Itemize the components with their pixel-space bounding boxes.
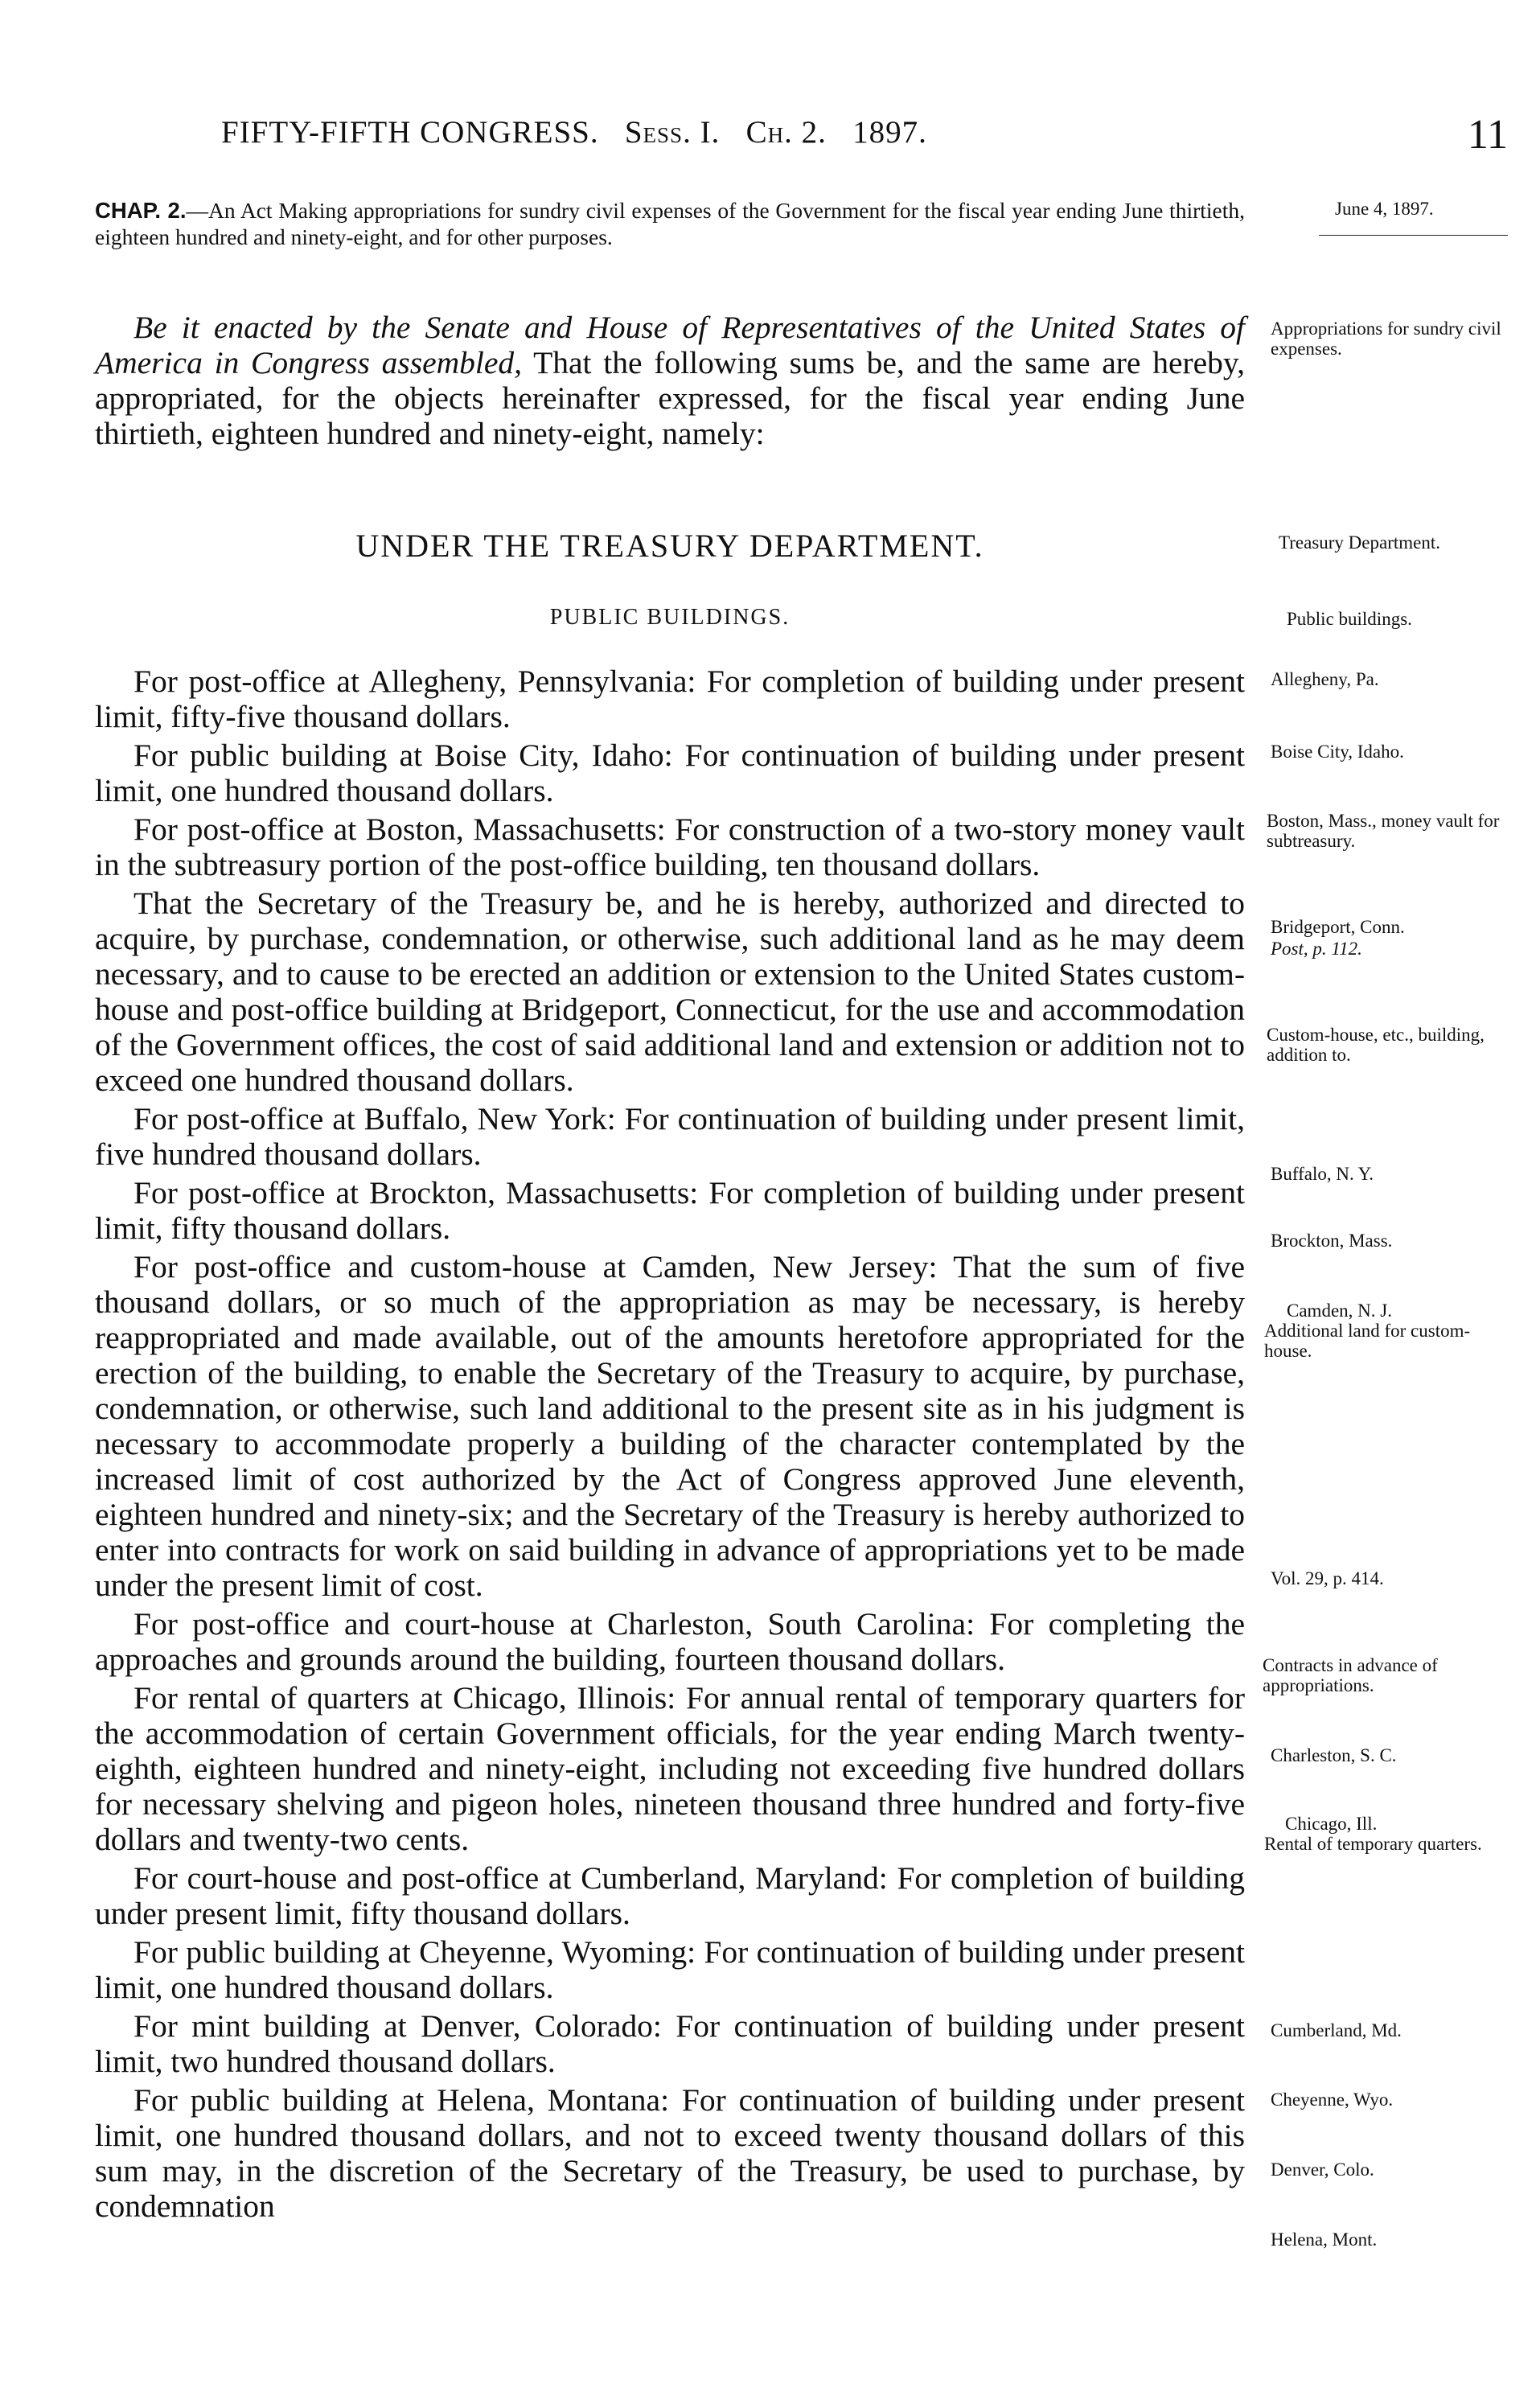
- header-session: Sess. I.: [624, 115, 721, 150]
- side-note-contracts: Contracts in advance of appropriations.: [1263, 1655, 1438, 1695]
- side-note-buffalo: Buffalo, N. Y.: [1271, 1164, 1374, 1184]
- paragraph-camden: For post-office and custom-house at Camden, New Jersey: That the sum of five thousand dollars, or so much of the appropriation as may be necessary, is hereby reappropriated and made available, out of the amounts heretofore appropriated for the erection of the building, to enable the Secretary of the Treasury to acquire, by purchase, condemnation, or otherwise, such land additional to the present site as in his judgment is necessary to accommodate properly a building of the character contemplated by the increased limit of cost authorized by the Act of Congress approved June eleventh, eighteen hundred and ninety-six; and the Secretary of the Treasury is hereby authorized to enter into contracts for work on said building in advance of appropriations yet to be made under the present limit of cost.: [95, 1249, 1245, 1603]
- page-number: 11: [1467, 112, 1508, 158]
- section-heading: PUBLIC BUILDINGS.: [549, 605, 791, 630]
- side-note-helena: Helena, Mont.: [1271, 2229, 1378, 2250]
- date-divider: [1319, 235, 1508, 236]
- paragraph-boise: For public building at Boise City, Idaho: For continuation of building under present limit, one hundred thousand dollars.: [95, 738, 1245, 808]
- side-note-vol: Vol. 29, p. 414.: [1271, 1568, 1384, 1588]
- chapter-heading: [95, 197, 1245, 250]
- chapter-label: CHAP. 2.: [95, 198, 187, 223]
- paragraph-helena: For public building at Helena, Montana: For continuation of building under present limit, one hundred thousand dollars, and not to exceed twenty thousand dollars of this sum may, in the discretion of the Secretary of the Treasury, be used to purchase, by condemnation: [95, 2082, 1245, 2224]
- header-year: 1897.: [852, 115, 927, 150]
- side-note-charleston: Charleston, S. C.: [1271, 1745, 1397, 1765]
- paragraph-allegheny: For post-office at Allegheny, Pennsylvania: For completion of building under present limit, fifty-five thousand dollars.: [95, 664, 1245, 734]
- appropriation-list: [95, 664, 1245, 2227]
- paragraph-brockton: For post-office at Brockton, Massachusetts: For completion of building under present limit, fifty thousand dollars.: [95, 1175, 1245, 1246]
- side-note-denver: Denver, Colo.: [1271, 2159, 1374, 2180]
- side-note-chicago: [1264, 1814, 1505, 1854]
- paragraph-denver: For mint building at Denver, Colorado: For continuation of building under present limit, two hundred thousand dollars.: [95, 2008, 1245, 2079]
- side-note-appropriations: Appropriations for sundry civil expenses.: [1271, 318, 1501, 359]
- paragraph-buffalo: For post-office at Buffalo, New York: For continuation of building under present limit, five hundred thousand dollars.: [95, 1101, 1245, 1172]
- side-note-date: June 4, 1897.: [1335, 199, 1434, 219]
- side-note-cumberland: Cumberland, Md.: [1271, 2020, 1402, 2040]
- running-header: [125, 114, 1508, 162]
- header-line: [221, 114, 927, 150]
- enacting-text: That the following sums be, and the same are hereby, appropriated, for the objects hereinafter expressed, for the fiscal year ending June thirtieth, eighteen hundred and ninety-eight, namely:: [95, 345, 1245, 451]
- chapter-title: —An Act Making appropriations for sundry civil expenses of the Government for the fiscal year ending June thirtieth, eighteen hundred and ninety-eight, and for other purposes.: [95, 198, 1245, 249]
- side-note-custom-house: Custom-house, etc., building, addition to.: [1267, 1025, 1485, 1065]
- enacting-italic: Be it enacted by the Senate and House of Representatives of the United States of America in Congress assembled,: [95, 310, 1245, 380]
- side-note-boston: Boston, Mass., money vault for subtreasury.: [1267, 811, 1500, 851]
- side-note-bridgeport-post: Post, p. 112.: [1271, 939, 1362, 959]
- side-note-brockton: Brockton, Mass.: [1271, 1231, 1393, 1251]
- side-note-boise: Boise City, Idaho.: [1271, 742, 1404, 762]
- side-note-cheyenne: Cheyenne, Wyo.: [1271, 2090, 1394, 2110]
- side-note-chicago-rental: Rental of temporary quarters.: [1264, 1834, 1482, 1854]
- paragraph-cheyenne: For public building at Cheyenne, Wyoming: For continuation of building under present limit, one hundred thousand dollars.: [95, 1934, 1245, 2005]
- paragraph-cumberland: For court-house and post-office at Cumberland, Maryland: For completion of building under present limit, fifty thousand dollars.: [95, 1860, 1245, 1931]
- side-note-treasury: Treasury Department.: [1279, 532, 1440, 553]
- paragraph-chicago: For rental of quarters at Chicago, Illinois: For annual rental of temporary quarters for the accommodation of certain Government officials, for the year ending March twenty-eighth, eighteen hundred and ninety-eight, including not exceeding five hundred dollars for necessary shelving and pigeon holes, nineteen thousand three hundred and forty-five dollars and twenty-two cents.: [95, 1680, 1245, 1857]
- side-note-bridgeport: Bridgeport, Conn.: [1271, 917, 1405, 937]
- side-note-camden-land: Additional land for custom-house.: [1264, 1321, 1471, 1361]
- side-note-chicago-city: Chicago, Ill.: [1285, 1814, 1378, 1834]
- enacting-clause: [95, 310, 1245, 451]
- paragraph-boston: For post-office at Boston, Massachusetts: For construction of a two-story money vault in the subtreasury portion of the post-office building, ten thousand dollars.: [95, 812, 1245, 882]
- header-title: FIFTY-FIFTH CONGRESS.: [221, 115, 599, 150]
- header-chapter: Ch. 2.: [745, 115, 827, 150]
- side-note-allegheny: Allegheny, Pa.: [1271, 669, 1379, 689]
- paragraph-bridgeport: That the Secretary of the Treasury be, and he is hereby, authorized and directed to acquire, by purchase, condemnation, or otherwise, such additional land as he may deem necessary, and to cause to be erected an addition or extension to the United States custom-house and post-office building at Bridgeport, Connecticut, for the use and accommodation of the Government offices, the cost of said additional land and extension or addition not to exceed one hundred thousand dollars.: [95, 886, 1245, 1098]
- paragraph-charleston: For post-office and court-house at Charleston, South Carolina: For completing the approaches and grounds around the building, fourteen thousand dollars.: [95, 1606, 1245, 1677]
- side-note-public-buildings: Public buildings.: [1287, 609, 1412, 629]
- side-note-camden: Camden, N. J.: [1287, 1301, 1392, 1321]
- department-heading: UNDER THE TREASURY DEPARTMENT.: [355, 528, 984, 564]
